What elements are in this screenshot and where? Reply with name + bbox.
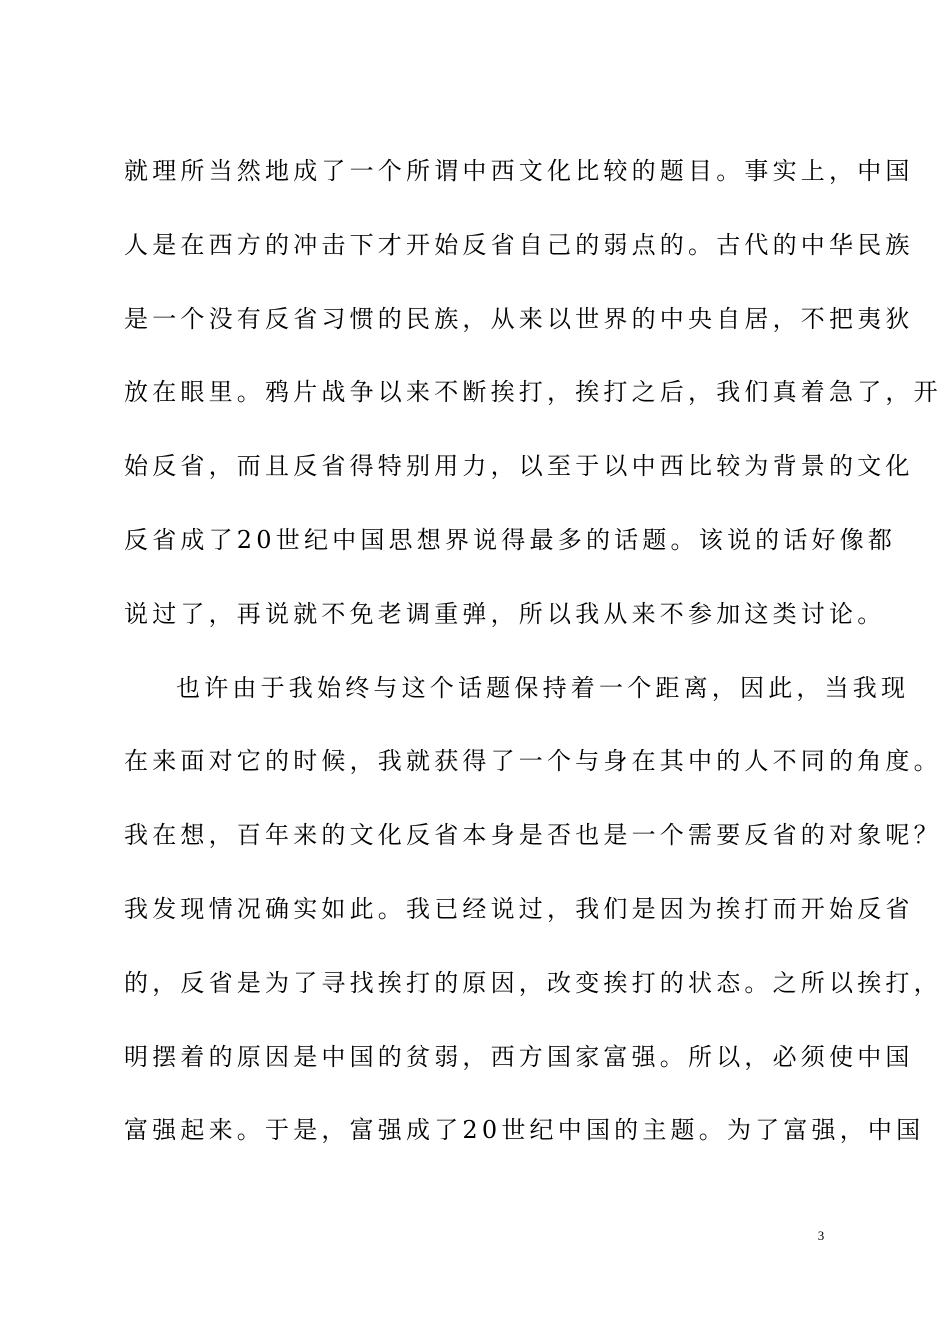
- page-number: 3: [817, 1228, 825, 1243]
- text-line: 我在想，百年来的文化反省本身是否也是一个需要反省的对象呢？: [124, 821, 942, 850]
- text-line: 富强起来。于是，富强成了20世纪中国的主题。为了富强，中国: [124, 1116, 925, 1145]
- text-line: 在来面对它的时候，我就获得了一个与身在其中的人不同的角度。: [124, 747, 942, 776]
- text-line: 是一个没有反省习惯的民族，从来以世界的中央自居，不把夷狄: [124, 304, 914, 333]
- text-line: 人是在西方的冲击下才开始反省自己的弱点的。古代的中华民族: [124, 230, 914, 259]
- text-line: 放在眼里。鸦片战争以来不断挨打，挨打之后，我们真着急了，开: [124, 378, 942, 407]
- text-line: 的，反省是为了寻找挨打的原因，改变挨打的状态。之所以挨打，: [124, 968, 942, 997]
- paragraph-first-line: 也许由于我始终与这个话题保持着一个距离，因此，当我现: [176, 673, 910, 702]
- text-line: 明摆着的原因是中国的贫弱，西方国家富强。所以，必须使中国: [124, 1042, 914, 1071]
- body-text: [124, 146, 942, 1179]
- text-line: 就理所当然地成了一个所谓中西文化比较的题目。事实上，中国: [124, 157, 914, 185]
- text-line: 说过了，再说就不免老调重弹，所以我从来不参加这类讨论。: [124, 599, 886, 628]
- text-line: 反省成了20世纪中国思想界说得最多的话题。该说的话好像都: [124, 525, 897, 554]
- text-line: 始反省，而且反省得特别用力，以至于以中西比较为背景的文化: [124, 452, 914, 481]
- text-line: 我发现情况确实如此。我已经说过，我们是因为挨打而开始反省: [124, 894, 914, 923]
